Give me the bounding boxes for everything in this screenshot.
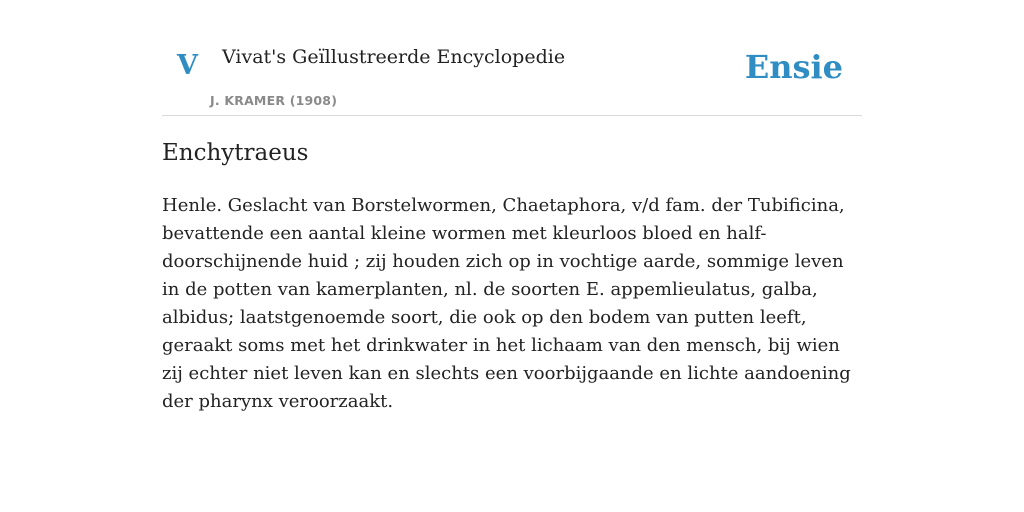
page-container	[162, 0, 862, 412]
book-logo[interactable]: V	[177, 50, 198, 81]
book-title[interactable]: Vivat's Geïllustreerde Encyclopedie	[222, 46, 566, 68]
entry-title: Enchytraeus	[162, 140, 309, 166]
entry-body: Henle. Geslacht van Borstelwormen, Chaetaphora, v/d fam. der Tubificina, bevattende een aantal kleine wormen met kleurloos bloed en half-doorschijnende huid ; zij houden zich op in vochtige aarde, sommige leven in de potten van kamerplanten, nl. de soorten E. appemlieulatus, galba, albidus; laatstgenoemde soort, die ook op den bodem van putten leeft, geraakt soms met het drinkwater in het lichaam van den mensch, bij wien zij echter niet leven kan en slechts een voorbijgaande en lichte aandoening der pharynx veroorzaakt.	[162, 195, 851, 412]
book-header	[162, 0, 862, 116]
book-author: J. KRAMER (1908)	[210, 93, 338, 108]
brand-logo[interactable]: Ensie	[744, 48, 843, 86]
